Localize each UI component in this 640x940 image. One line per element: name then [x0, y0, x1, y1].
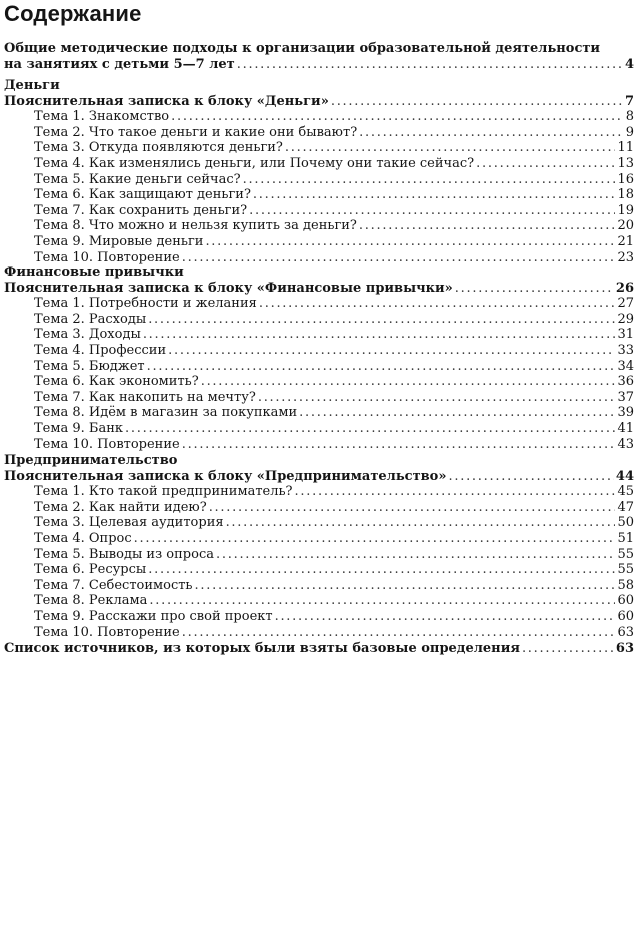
- dot-leader: [455, 281, 614, 297]
- toc-entry-label: Тема 6. Ресурсы: [34, 562, 147, 578]
- page-number: 39: [617, 405, 634, 421]
- toc-entry-topic[interactable]: [4, 374, 634, 390]
- dot-leader: [359, 218, 616, 234]
- page-number: 13: [617, 155, 634, 171]
- toc-entry-topic[interactable]: [4, 156, 634, 172]
- toc-entry-label: на занятиях с детьми 5—7 лет: [4, 57, 235, 72]
- page-number: 21: [617, 233, 634, 249]
- toc-entry-note[interactable]: [4, 469, 634, 485]
- dot-leader: [275, 609, 616, 625]
- toc-entry-topic[interactable]: [4, 390, 634, 406]
- toc-entry-topic[interactable]: [4, 125, 634, 141]
- toc-entry-topic[interactable]: [4, 312, 634, 328]
- toc-entry-topic[interactable]: [4, 405, 634, 421]
- toc-sources: [4, 641, 634, 657]
- toc-entry-topic[interactable]: [4, 250, 634, 266]
- page-number: 44: [615, 468, 634, 484]
- dot-leader: [476, 156, 615, 172]
- toc-entry-label: Тема 9. Расскажи про свой проект: [34, 608, 273, 624]
- dot-leader: [216, 547, 615, 563]
- toc-entry-label: Тема 7. Как накопить на мечту?: [34, 389, 256, 405]
- dot-leader: [182, 250, 616, 266]
- toc-entry-intro-line1: Общие методические подходы к организации образовательной деятельности: [4, 41, 601, 56]
- dot-leader: [226, 515, 616, 531]
- dot-leader: [359, 125, 622, 141]
- toc-entry-label: Тема 2. Что такое деньги и какие они бывают?: [34, 124, 358, 140]
- dot-leader: [147, 359, 616, 375]
- dot-leader: [182, 437, 616, 453]
- toc-entry-label: Тема 3. Доходы: [34, 327, 141, 343]
- toc-entry-label: Пояснительная записка к блоку «Предпринимательство»: [4, 468, 447, 484]
- page-number: 33: [617, 342, 634, 358]
- toc-entry-label: Пояснительная записка к блоку «Финансовые привычки»: [4, 280, 453, 296]
- page-number: 9: [625, 124, 634, 140]
- page-number: 63: [617, 624, 634, 640]
- dot-leader: [134, 531, 616, 547]
- section-heading: Предпринимательство: [4, 453, 178, 468]
- dot-leader: [522, 641, 614, 657]
- toc-entry-intro-line2: [4, 57, 634, 73]
- dot-leader: [205, 234, 615, 250]
- page-number: 26: [615, 280, 634, 296]
- dot-leader: [295, 484, 616, 500]
- toc-entry-label: Тема 8. Что можно и нельзя купить за деньги?: [34, 218, 357, 234]
- toc-section-financial-habits: [4, 265, 634, 452]
- page-number: 60: [617, 608, 634, 624]
- toc-entry-label: Тема 2. Как найти идею?: [34, 499, 207, 515]
- toc-entry-topic[interactable]: [4, 203, 634, 219]
- dot-leader: [182, 625, 616, 641]
- toc-section-money: [4, 78, 634, 265]
- dot-leader: [209, 500, 616, 516]
- dot-leader: [171, 109, 622, 125]
- dot-leader: [201, 374, 616, 390]
- dot-leader: [258, 390, 616, 406]
- dot-leader: [195, 578, 616, 594]
- toc-entry-topic[interactable]: [4, 531, 634, 547]
- dot-leader: [253, 187, 616, 203]
- toc-entry-label: Тема 3. Откуда появляются деньги?: [34, 140, 283, 156]
- toc-entry-topic[interactable]: [4, 359, 634, 375]
- toc-entry-topic[interactable]: [4, 296, 634, 312]
- page-number: 37: [617, 389, 634, 405]
- toc-entry-label: Тема 4. Опрос: [34, 530, 132, 546]
- toc-entry-label: Тема 1. Потребности и желания: [34, 296, 257, 312]
- toc-entry-intro[interactable]: [4, 41, 634, 73]
- dot-leader: [285, 140, 616, 156]
- toc-entry-topic[interactable]: [4, 218, 634, 234]
- toc-entry-label: Тема 5. Выводы из опроса: [34, 546, 214, 562]
- toc-entry-topic[interactable]: [4, 625, 634, 641]
- dot-leader: [237, 57, 622, 73]
- toc-section-entrepreneurship: [4, 453, 634, 640]
- toc-entry-topic[interactable]: [4, 609, 634, 625]
- dot-leader: [331, 94, 622, 110]
- dot-leader: [148, 562, 615, 578]
- page-number: 55: [617, 546, 634, 562]
- toc-entry-label: Тема 4. Профессии: [34, 342, 167, 358]
- dot-leader: [148, 312, 615, 328]
- toc-entry-label: Тема 10. Повторение: [34, 249, 180, 265]
- dot-leader: [143, 327, 616, 343]
- dot-leader: [168, 343, 615, 359]
- page-number: 50: [617, 515, 634, 531]
- page-number: 27: [617, 296, 634, 312]
- toc-entry-label: Тема 5. Какие деньги сейчас?: [34, 171, 241, 187]
- toc-entry-label: Тема 1. Знакомство: [34, 109, 170, 125]
- toc-entry-topic[interactable]: [4, 327, 634, 343]
- toc-entry-topic[interactable]: [4, 187, 634, 203]
- toc-entry-topic[interactable]: [4, 562, 634, 578]
- dot-leader: [125, 421, 615, 437]
- dot-leader: [243, 172, 616, 188]
- toc-entry-label: Тема 5. Бюджет: [34, 358, 145, 374]
- dot-leader: [259, 296, 616, 312]
- toc-entry-note[interactable]: [4, 94, 634, 110]
- toc-entry-label: Тема 1. Кто такой предприниматель?: [34, 484, 293, 500]
- toc-entry-label: Тема 10. Повторение: [34, 436, 180, 452]
- toc-entry-topic[interactable]: [4, 140, 634, 156]
- toc-entry-label: Тема 6. Как экономить?: [34, 374, 199, 390]
- toc-entry-topic[interactable]: [4, 234, 634, 250]
- dot-leader: [249, 203, 615, 219]
- page-title: Содержание: [4, 1, 142, 26]
- toc-entry-label: Список источников, из которых были взяты базовые определения: [4, 641, 520, 656]
- toc-entry-sources[interactable]: [4, 641, 634, 657]
- page-number: 41: [617, 420, 634, 436]
- toc-entry-topic[interactable]: [4, 343, 634, 359]
- page-number: 31: [617, 327, 634, 343]
- toc-entry-label: Тема 9. Мировые деньги: [34, 233, 204, 249]
- toc-entry-label: Тема 4. Как изменялись деньги, или Почему они такие сейчас?: [34, 155, 475, 171]
- page-number: 60: [617, 593, 634, 609]
- toc-entry-label: Тема 9. Банк: [34, 420, 123, 436]
- dot-leader: [299, 405, 615, 421]
- toc-entry-topic[interactable]: [4, 547, 634, 563]
- toc-entry-topic[interactable]: [4, 500, 634, 516]
- page-number: 16: [617, 171, 634, 187]
- toc-entry-topic[interactable]: [4, 593, 634, 609]
- toc-entry-topic[interactable]: [4, 484, 634, 500]
- page-number: 34: [617, 358, 634, 374]
- toc-entry-note[interactable]: [4, 281, 634, 297]
- toc-entry-topic[interactable]: [4, 172, 634, 188]
- section-heading: Деньги: [4, 78, 60, 93]
- page-number: 58: [617, 577, 634, 593]
- page-number: 45: [617, 484, 634, 500]
- page-number: 7: [624, 93, 634, 109]
- toc-entry-label: Тема 7. Как сохранить деньги?: [34, 202, 248, 218]
- page-number: 43: [617, 436, 634, 452]
- toc-entry-topic[interactable]: [4, 109, 634, 125]
- toc-entry-label: Тема 10. Повторение: [34, 624, 180, 640]
- page-number: 4: [624, 57, 634, 72]
- page-number: 55: [617, 562, 634, 578]
- page-number: 29: [617, 311, 634, 327]
- toc-entry-label: Тема 8. Реклама: [34, 593, 148, 609]
- page-number: 11: [617, 140, 634, 156]
- page-number: 23: [617, 249, 634, 265]
- toc-entry-label: Тема 6. Как защищают деньги?: [34, 187, 251, 203]
- page-number: 36: [617, 374, 634, 390]
- page-number: 47: [617, 499, 634, 515]
- toc-entry-label: Тема 2. Расходы: [34, 311, 147, 327]
- toc-entry-label: Тема 7. Себестоимость: [34, 577, 193, 593]
- toc-entry-topic[interactable]: [4, 515, 634, 531]
- dot-leader: [448, 469, 613, 485]
- toc-entry-label: Пояснительная записка к блоку «Деньги»: [4, 93, 329, 109]
- toc-entry-topic[interactable]: [4, 421, 634, 437]
- page-number: 8: [625, 109, 634, 125]
- page-number: 63: [615, 641, 634, 656]
- dot-leader: [149, 593, 615, 609]
- toc-entry-topic[interactable]: [4, 437, 634, 453]
- page-number: 51: [617, 530, 634, 546]
- page-number: 19: [617, 202, 634, 218]
- toc-entry-label: Тема 8. Идём в магазин за покупками: [34, 405, 298, 421]
- section-heading: Финансовые привычки: [4, 265, 184, 280]
- toc-entry-topic[interactable]: [4, 578, 634, 594]
- page-number: 18: [617, 187, 634, 203]
- page-number: 20: [617, 218, 634, 234]
- toc-entry-label: Тема 3. Целевая аудитория: [34, 515, 224, 531]
